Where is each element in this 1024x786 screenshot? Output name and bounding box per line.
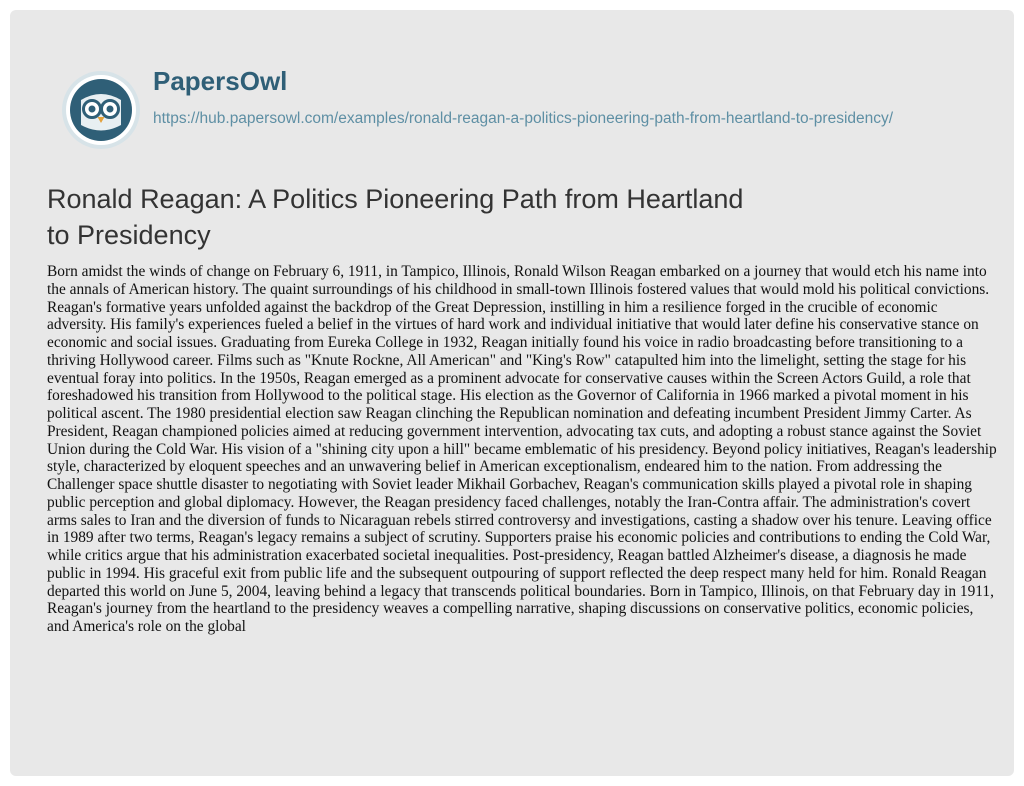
header [60,37,960,165]
source-url-link[interactable]: https://hub.papersowl.com/examples/ronald-reagan-a-politics-pioneering-path-from-heartland-to-presidency/ [153,110,894,127]
brand-name: PapersOwl [153,66,288,96]
essay-title: Ronald Reagan: A Politics Pioneering Path from Heartland to Presidency [47,184,744,250]
document-page [10,10,1014,776]
owl-logo-icon [60,69,142,151]
essay-body: Born amidst the winds of change on February 6, 1911, in Tampico, Illinois, Ronald Wilson Reagan embarked on a journey that would etch his name into the annals of American history. The quaint surroundings of his childhood in small-town Illinois fostered values that would mold his political convictions. Reagan's formative years unfolded against the backdrop of the Great Depression, instilling in him a resilience forged in the crucible of economic adversity. His family's experiences fueled a belief in the virtues of hard work and individual initiative that would later define his conservative stance on economic and social issues. Graduating from Eureka College in 1932, Reagan initially found his voice in radio broadcasting before transitioning to a thriving Hollywood career. Films such as "Knute Rockne, All American" and "King's Row" catapulted him into the limelight, setting the stage for his eventual foray into politics. In the 1950s, Reagan emerged as a prominent advocate for conservative causes within the Screen Actors Guild, a role that foreshadowed his transition from Hollywood to the political stage. His election as the Governor of California in 1966 marked a pivotal moment in his political ascent. The 1980 presidential election saw Reagan clinching the Republican nomination and defeating incumbent President Jimmy Carter. As President, Reagan championed policies aimed at reducing government intervention, advocating tax cuts, and adopting a robust stance against the Soviet Union during the Cold War. His vision of a "shining city upon a hill" became emblematic of his presidency. Beyond policy initiatives, Reagan's leadership style, characterized by eloquent speeches and an unwavering belief in American exceptionalism, endeared him to the nation. From addressing the Challenger space shuttle disaster to negotiating with Soviet leader Mikhail Gorbachev, Reagan's communication skills played a pivotal role in shaping public perception and global diplomacy. However, the Reagan presidency faced challenges, notably the Iran-Contra affair. The administration's covert arms sales to Iran and the diversion of funds to Nicaraguan rebels stirred controversy and investigations, casting a shadow over his tenure. Leaving office in 1989 after two terms, Reagan's legacy remains a subject of scrutiny. Supporters praise his economic policies and contributions to ending the Cold War, while critics argue that his administration exacerbated societal inequalities. Post-presidency, Reagan battled Alzheimer's disease, a diagnosis he made public in 1994. His graceful exit from public life and the subsequent outpouring of support reflected the deep respect many held for him. Ronald Reagan departed this world on June 5, 2004, leaving behind a legacy that transcends political boundaries. Born in Tampico, Illinois, on that February day in 1911, Reagan's journey from the heartland to the presidency weaves a compelling narrative, shaping discussions on conservative politics, economic policies, and America's role on the global [47,263,997,635]
